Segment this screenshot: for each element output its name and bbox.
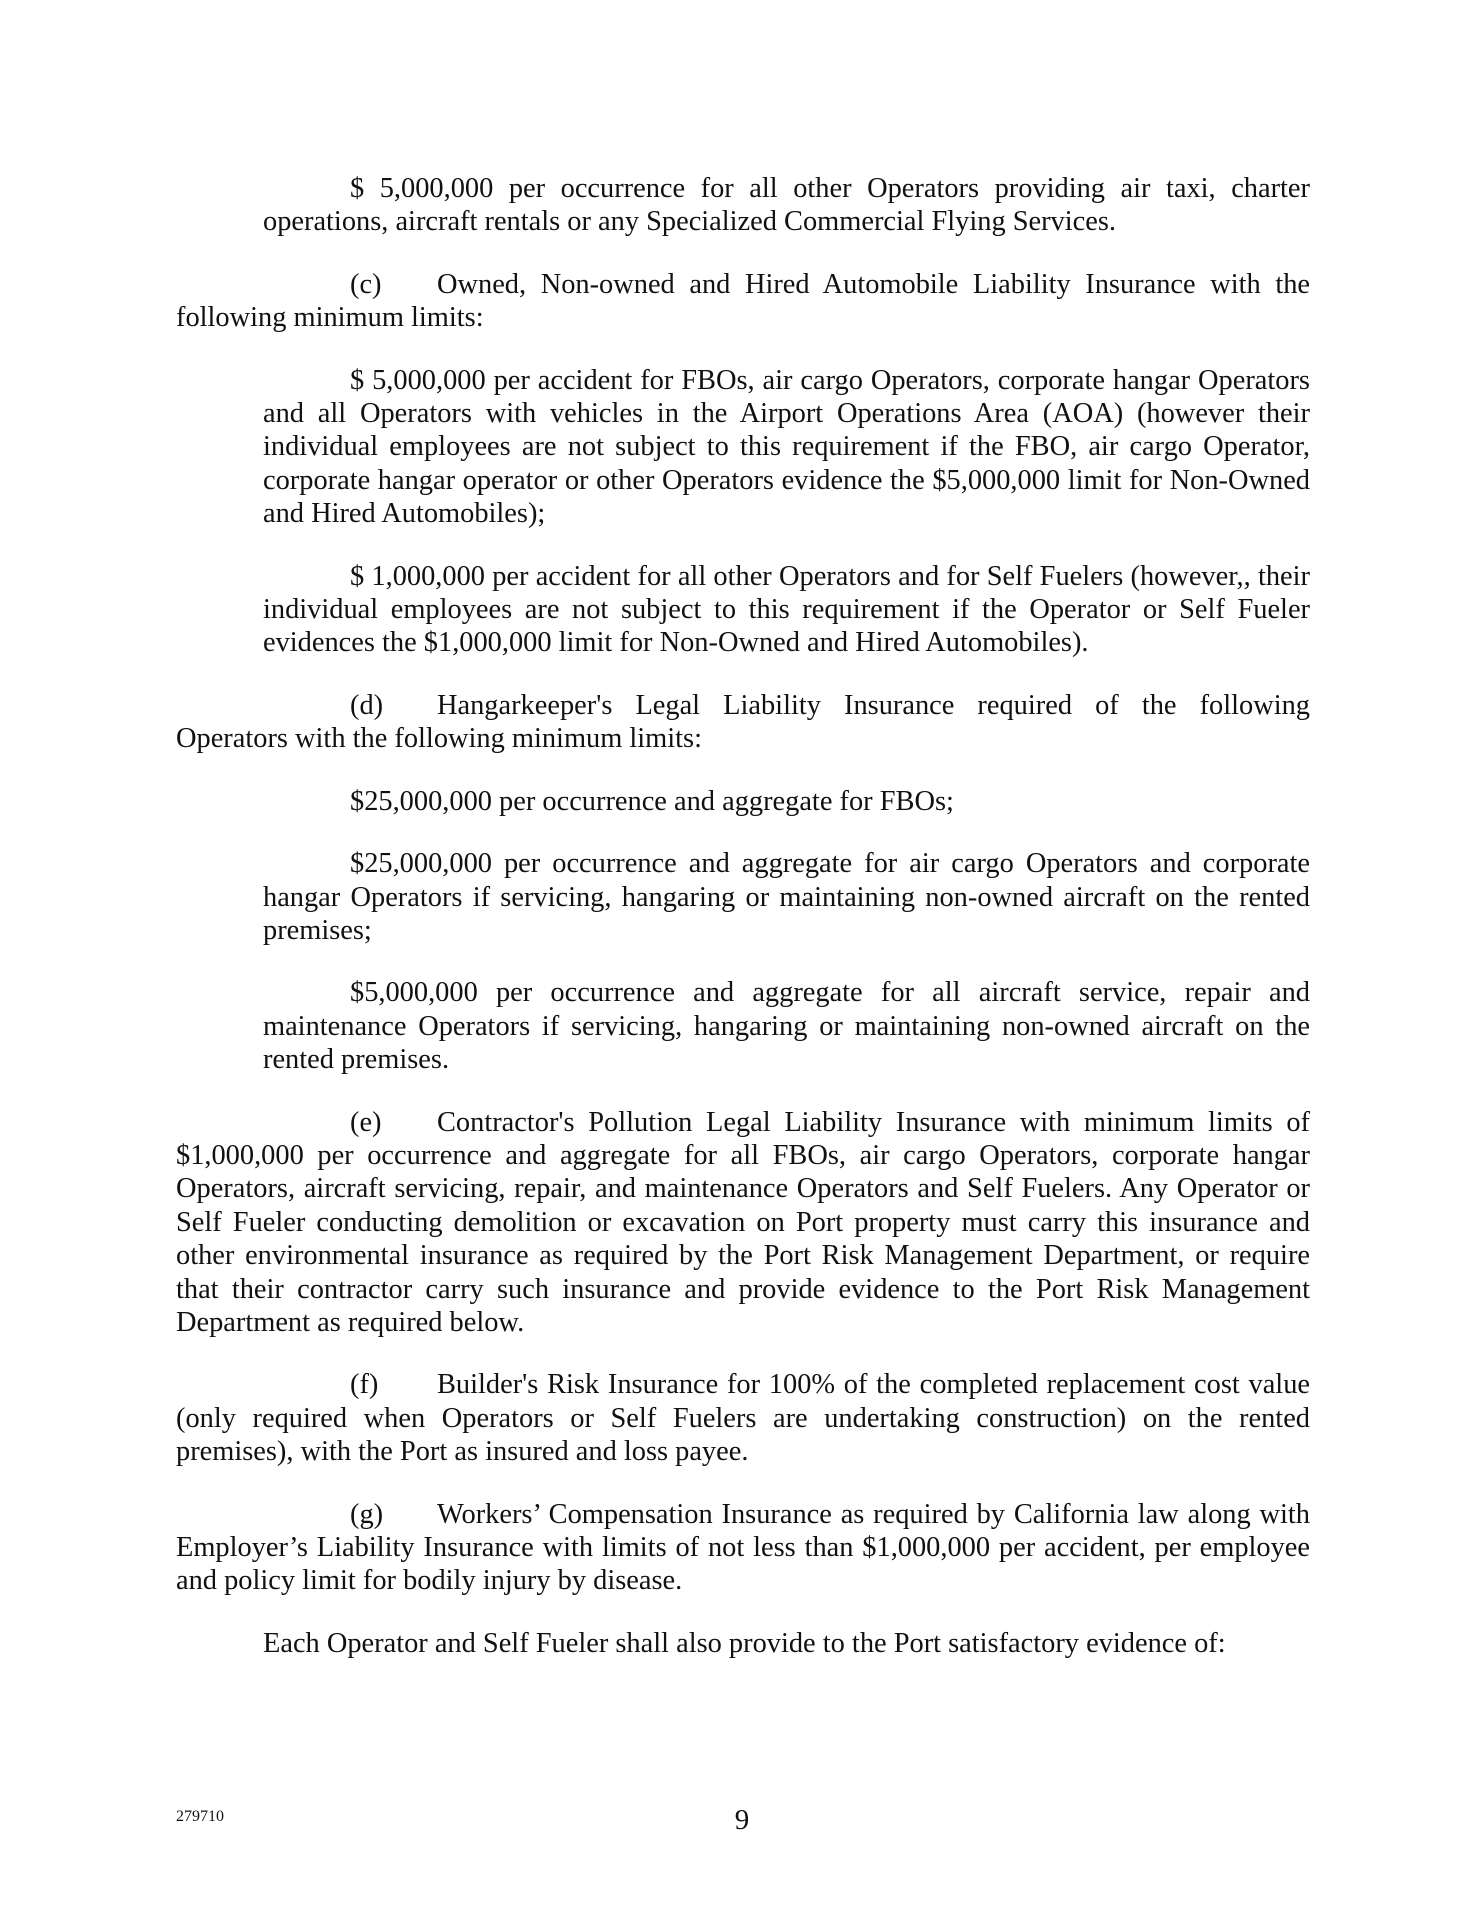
paragraph-text: $ 5,000,000 per accident for FBOs, air cargo Operators, corporate hangar Operators and all Operators with vehicles in the Airport Operations Area (AOA) (however their individual employees are not subject to this requirement if the FBO, air cargo Operator, corporate hangar operator or other Operators evidence the $5,000,000 limit for Non-Owned and Hired Automobiles); — [263, 364, 1310, 530]
section-g-workers-compensation — [176, 1498, 1310, 1598]
paragraph-fbo-hangarkeeper-limit — [263, 785, 1310, 818]
paragraph-text: $ 1,000,000 per accident for all other Operators and for Self Fuelers (however,, their individual employees are not subject to this requirement if the Operator or Self Fueler evidences the $1,000,000 limit for Non-Owned and Hired Automobiles). — [263, 560, 1310, 659]
section-e-pollution-liability — [176, 1106, 1310, 1340]
section-label: (e) — [350, 1106, 382, 1138]
section-text: Hangarkeeper's Legal Liability Insurance required of the following Operators with the following minimum limits: — [176, 689, 1310, 755]
section-c-automobile-liability — [176, 268, 1310, 335]
section-text: Builder's Risk Insurance for 100% of the completed replacement cost value (only required when Operators or Self Fuelers are undertaking construction) on the rented premises), with the Port as insured and loss payee. — [176, 1369, 1310, 1468]
section-label: (c) — [350, 268, 382, 300]
paragraph-cargo-hangarkeeper-limit — [263, 847, 1310, 947]
section-label: (g) — [350, 1498, 384, 1530]
section-text: Owned, Non-owned and Hired Automobile Liability Insurance with the following minimum limits: — [176, 268, 1310, 334]
paragraph-other-automobile-limit — [263, 560, 1310, 660]
section-label: (f) — [350, 1369, 379, 1401]
paragraph-text: $ 5,000,000 per occurrence for all other Operators providing air taxi, charter operations, aircraft rentals or any Specialized Commercial Flying Services. — [263, 173, 1310, 238]
paragraph-fbo-automobile-limit — [263, 364, 1310, 531]
paragraph-service-hangarkeeper-limit — [263, 976, 1310, 1076]
section-text: Contractor's Pollution Legal Liability Insurance with minimum limits of $1,000,000 per occurrence and aggregate for all FBOs, air cargo Operators, corporate hangar Operators, aircraft servicing, repair, and maintenance Operators and Self Fuelers. Any Operator or Self Fueler conducting demolition or excavation on Port property must carry this insurance and other environmental insurance as required by the Port Risk Management Department, or require that their contractor carry such insurance and provide evidence to the Port Risk Management Department as required below. — [176, 1106, 1310, 1338]
section-text: Workers’ Compensation Insurance as required by California law along with Employer’s Liability Insurance with limits of not less than $1,000,000 per accident, per employee and policy limit for bodily injury by disease. — [176, 1498, 1310, 1597]
paragraph-text: $25,000,000 per occurrence and aggregate for air cargo Operators and corporate hangar Operators if servicing, hangaring or maintaining non-owned aircraft on the rented premises; — [263, 848, 1310, 946]
paragraph-text: $25,000,000 per occurrence and aggregate for FBOs; — [350, 785, 954, 817]
section-f-builders-risk — [176, 1368, 1310, 1468]
page-number: 9 — [734, 1804, 750, 1836]
section-label: (d) — [350, 689, 384, 721]
section-d-hangarkeeper-liability — [176, 689, 1310, 756]
paragraph-text: $5,000,000 per occurrence and aggregate for all aircraft service, repair and maintenance Operators if servicing, hangaring or maintaining non-owned aircraft on the rented premises. — [263, 977, 1310, 1076]
paragraph-other-operators-limit — [263, 172, 1310, 239]
document-code: 279710 — [176, 1808, 224, 1825]
closing-statement: Each Operator and Self Fueler shall also provide to the Port satisfactory evidence of: — [263, 1627, 1226, 1659]
page-body — [176, 172, 1310, 1689]
